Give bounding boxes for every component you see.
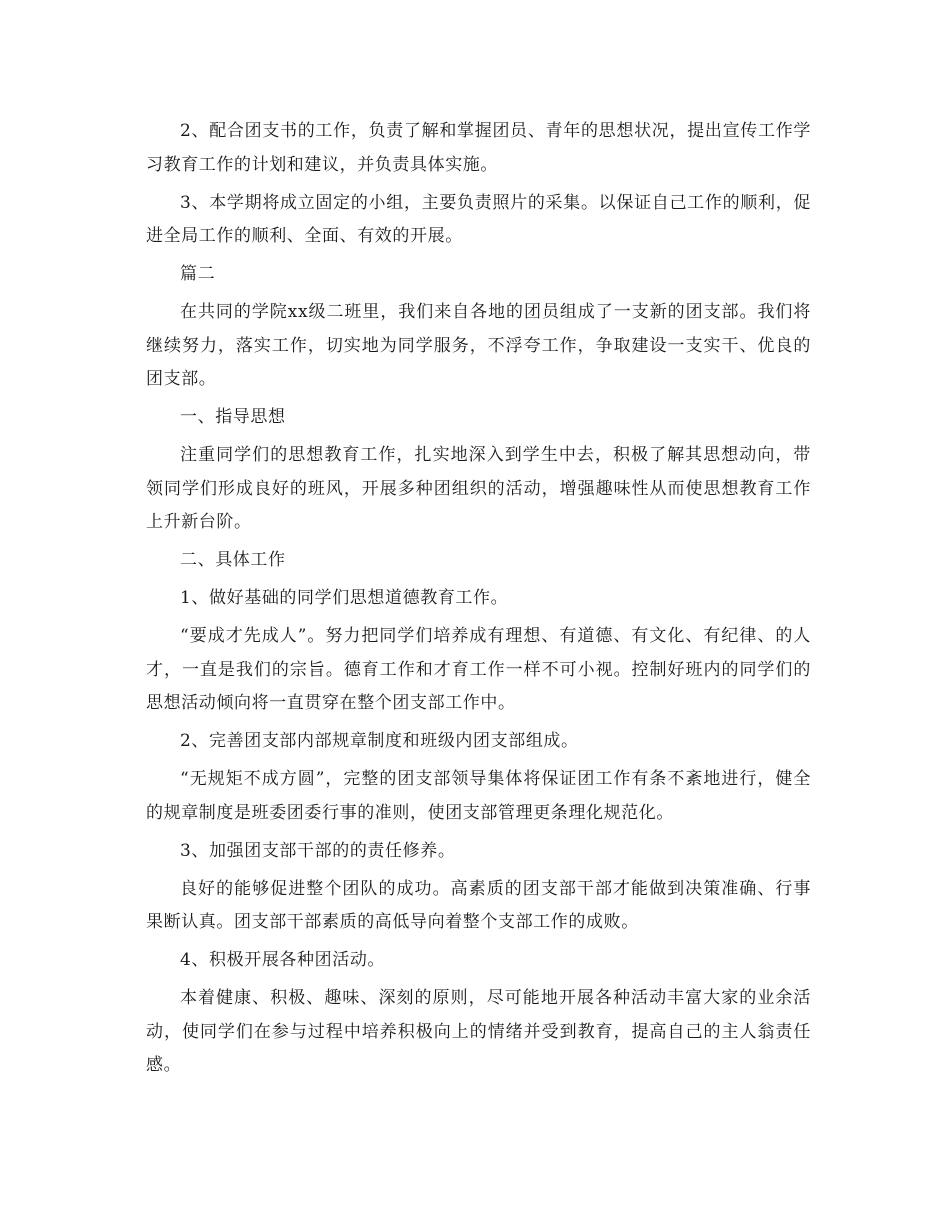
paragraph: 注重同学们的思想教育工作，扎实地深入到学生中去，积极了解其思想动向，带领同学们形成良好的班风，开展多种团组织的活动，增强趣味性从而使思想教育工作上升新台阶。 xyxy=(146,445,811,532)
paragraph: 2、配合团支书的工作，负责了解和掌握团员、青年的思想状况，提出宣传工作学习教育工作的计划和建议，并负责具体实施。 xyxy=(146,121,811,175)
paragraph: “要成才先成人”。努力把同学们培养成有理想、有道德、有文化、有纪律、的人才，一直是我们的宗旨。德育工作和才育工作一样不可小视。控制好班内的同学们的思想活动倾向将一直贯穿在整个团支部工作中。 xyxy=(146,626,811,713)
paragraph: 在共同的学院xx级二班里，我们来自各地的团员组成了一支新的团支部。我们将继续努力，落实工作，切实地为同学服务，不浮夸工作，争取建设一支实干、优良的团支部。 xyxy=(146,302,811,389)
paragraph: 本着健康、积极、趣味、深刻的原则，尽可能地开展各种活动丰富大家的业余活动，使同学们在参与过程中培养积极向上的情绪并受到教育，提高自己的主人翁责任感。 xyxy=(146,988,811,1075)
list-item: 1、做好基础的同学们思想道德教育工作。 xyxy=(180,588,509,608)
paragraph: “无规矩不成方圆”，完整的团支部领导集体将保证团工作有条不紊地进行，健全的规章制度是班委团委行事的准则，使团支部管理更条理化规范化。 xyxy=(146,769,811,823)
section-heading: 篇二 xyxy=(180,264,216,284)
list-item: 3、加强团支部干部的的责任修养。 xyxy=(180,840,456,861)
list-item: 2、完善团支部内部规章制度和班级内团支部组成。 xyxy=(180,731,579,751)
paragraph: 良好的能够促进整个团队的成功。高素质的团支部干部才能做到决策准确、行事果断认真。团支部干部素质的高低导向着整个支部工作的成败。 xyxy=(146,878,811,932)
list-item: 4、积极开展各种团活动。 xyxy=(180,950,386,970)
section-heading: 一、指导思想 xyxy=(180,407,286,427)
section-heading: 二、具体工作 xyxy=(180,550,286,570)
paragraph: 3、本学期将成立固定的小组，主要负责照片的采集。以保证自己工作的顺利，促进全局工作的顺利、全面、有效的开展。 xyxy=(146,192,811,246)
document-body xyxy=(146,115,811,1087)
